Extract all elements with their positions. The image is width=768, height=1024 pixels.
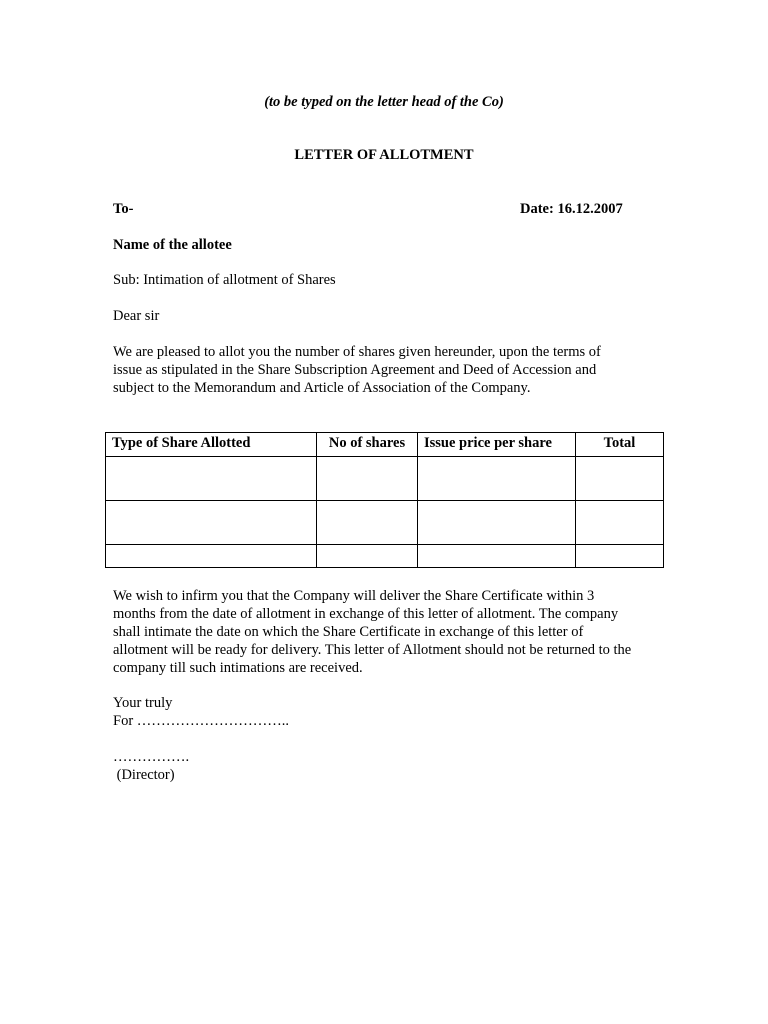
table-cell — [106, 501, 317, 545]
body-line: allotment will be ready for delivery. This letter of Allotment should not be returned to the — [113, 642, 632, 658]
salutation: Dear sir — [113, 308, 160, 324]
table-cell — [576, 501, 664, 545]
closing: Your truly — [113, 695, 173, 711]
header-no-of-shares: No of shares — [317, 433, 418, 457]
intro-paragraph — [113, 343, 661, 397]
to-label: To- — [113, 201, 134, 217]
letter-title: LETTER OF ALLOTMENT — [294, 147, 474, 163]
table-cell — [418, 457, 576, 501]
subject-line: Sub: Intimation of allotment of Shares — [113, 272, 336, 288]
intro-line: issue as stipulated in the Share Subscription Agreement and Deed of Accession and — [113, 362, 597, 378]
signature-line: ……………. — [113, 749, 190, 765]
body-line: We wish to infirm you that the Company will deliver the Share Certificate within 3 — [113, 588, 595, 604]
table-cell — [418, 545, 576, 568]
letterhead-note: (to be typed on the letter head of the Co) — [264, 94, 504, 110]
table-cell — [576, 545, 664, 568]
table-header-row — [106, 433, 664, 457]
intro-line: We are pleased to allot you the number of shares given hereunder, upon the terms of — [113, 344, 601, 360]
table-cell — [106, 545, 317, 568]
intro-line: subject to the Memorandum and Article of Association of the Company. — [113, 380, 531, 396]
director-designation: (Director) — [113, 767, 175, 783]
table-row — [106, 545, 664, 568]
date-label: Date: 16.12.2007 — [520, 201, 623, 217]
body-line: shall intimate the date on which the Share Certificate in exchange of this letter of — [113, 624, 584, 640]
table-cell — [317, 545, 418, 568]
body-line: months from the date of allotment in exchange of this letter of allotment. The company — [113, 606, 619, 622]
header-total: Total — [576, 433, 664, 457]
allotee-name-label: Name of the allotee — [113, 237, 232, 253]
table-cell — [418, 501, 576, 545]
delivery-paragraph — [113, 587, 673, 677]
table-row — [106, 457, 664, 501]
table-cell — [576, 457, 664, 501]
allotment-table — [105, 432, 664, 568]
header-type-of-share: Type of Share Allotted — [106, 433, 317, 457]
table-cell — [106, 457, 317, 501]
for-company-line: For ………………………….. — [113, 713, 290, 729]
table-cell — [317, 501, 418, 545]
table-cell — [317, 457, 418, 501]
body-line: company till such intimations are received. — [113, 660, 363, 676]
header-issue-price: Issue price per share — [418, 433, 576, 457]
table-row — [106, 501, 664, 545]
